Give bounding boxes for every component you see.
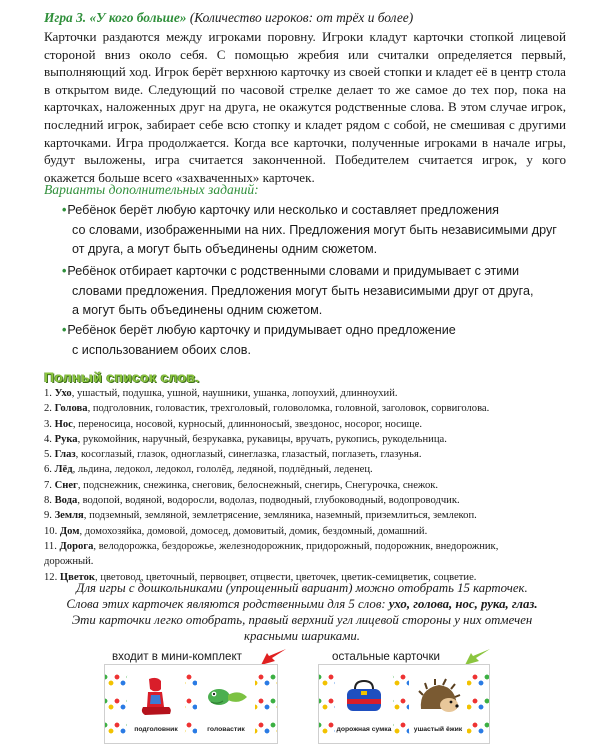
list-item: 6. Лёд, льдина, ледокол, ледокол, гололёд, ледяной, подлёдный, леденец. bbox=[44, 464, 373, 476]
rules-paragraph: Карточки раздаются между игроками поровну. Игроки кладут карточки стопкой лицевой стороной вниз около себя. С помощью жребия или считалки определяется первый, выполняющий ход. Игрок берёт верхнюю карточку из своей стопки и кладет её в центр стола в открытом виде. Следующий по часовой стрелке делает то же самое до тех пор, пока на карточках, наложенных друг на друга, не окажутся родственные слова. В этом случае игрок, последний игрок, забирает себе всю стопку и кладет рядом с собой, не смешивая с другими карточками. Игра продолжается. Когда все карточки, полученные игроками в начале игры, будут выложены, игра считается законченной. Победителем считается игрок, у кого окажется больше всего «захваченных» карточек. bbox=[44, 29, 566, 185]
card-caption: головастик bbox=[207, 725, 245, 733]
list-item: 4. Рука, рукомойник, наручный, безрукавка, рукавицы, вручать, рукопись, рукодельница. bbox=[44, 433, 447, 445]
list-item: 5. Глаз, косоглазый, глазок, одноглазый, синеглазка, глазастый, поглазеть, глазунья. bbox=[44, 449, 422, 461]
variant-item bbox=[62, 201, 564, 260]
variant-item bbox=[62, 262, 564, 321]
list-item: 9. Земля, подземный, земляной, землетрясение, земляника, наземный, приземлиться, землекоп. bbox=[44, 510, 477, 522]
variant-line: Ребёнок берёт любую карточку и придумывает одно предложение bbox=[67, 323, 456, 337]
list-item: 12. Цветок, цветовод, цветочный, первоцвет, отцвести, цветочек, цветик-семицветик, соцветие. bbox=[44, 571, 477, 583]
word-list-title: Полный список слов. bbox=[44, 370, 200, 386]
footer-key-words: ухо, голова, нос, рука, глаз. bbox=[388, 597, 538, 611]
variant-line: от друга, а могут быть объединены одним сюжетом. bbox=[72, 242, 378, 257]
list-item: 8. Вода, водопой, водяной, водоросли, водолаз, подводный, глубоководный, водопроводчик. bbox=[44, 495, 460, 507]
variant-line: с использованием обоих слов. bbox=[72, 342, 251, 357]
tadpole-icon bbox=[201, 675, 251, 721]
variant-line: Ребёнок отбирает карточки с родственными словами и придумывает с этими bbox=[67, 264, 520, 278]
game-header bbox=[44, 9, 564, 27]
list-item: 1. Ухо, ушастый, подушка, ушной, наушники, ушанка, лопоухий, длинноухий. bbox=[44, 388, 398, 399]
footer-note bbox=[38, 580, 566, 644]
variants-title: Варианты дополнительных заданий: bbox=[44, 182, 259, 197]
variant-line: словами предложения. Предложения могут быть независимыми друг от друга, bbox=[72, 283, 534, 298]
list-item: 11. Дорога, велодорожка, бездорожье, железнодорожник, придорожный, подорожник, внедорожник, bbox=[44, 540, 499, 552]
card-travel-bag bbox=[335, 673, 393, 735]
list-item: 3. Нос, переносица, носовой, курносый, длинноносый, звездонос, носорог, носище. bbox=[44, 418, 423, 430]
variant-item bbox=[62, 321, 564, 360]
mini-set-label: входит в мини-комплект bbox=[112, 650, 242, 663]
players-note: (Количество игроков: от трёх и более) bbox=[186, 10, 414, 25]
footer-line: Эти карточки легко отобрать, правый верхний угл лицевой стороны у них отмечен bbox=[71, 613, 533, 627]
variant-line: со словами, изображенными на них. Предложения могут быть независимыми друг bbox=[72, 222, 557, 237]
card-caption: дорожная сумка bbox=[336, 725, 392, 733]
bullet-icon: • bbox=[62, 323, 67, 337]
travel-bag-icon bbox=[339, 675, 389, 721]
other-set-cards bbox=[318, 664, 490, 744]
card-hedgehog bbox=[409, 673, 467, 735]
variant-line: Ребёнок берёт любую карточку или несколько и составляет предложения bbox=[67, 203, 499, 217]
variant-line: а могут быть объединены одним сюжетом. bbox=[72, 303, 323, 318]
list-item: 2. Голова, подголовник, головастик, трехголовый, головоломка, головной, заголовок, сорвиголова. bbox=[44, 403, 490, 415]
footer-line: красными шариками. bbox=[244, 629, 360, 643]
bullet-icon: • bbox=[62, 203, 67, 217]
mini-set-cards bbox=[104, 664, 278, 744]
list-item: дорожный. bbox=[44, 556, 94, 568]
hedgehog-icon bbox=[413, 675, 463, 721]
card-caption: подголовник bbox=[134, 725, 178, 733]
car-seat-icon bbox=[131, 675, 181, 721]
card-caption: ушастый ёжик bbox=[413, 725, 463, 733]
footer-line: Для игры с дошкольниками (упрощенный вариант) можно отобрать 15 карточек. bbox=[76, 581, 528, 595]
word-list bbox=[44, 386, 584, 585]
footer-line: Слова этих карточек являются родственными для 5 слов: ухо, голова, нос, рука, глаз. bbox=[66, 597, 538, 611]
bullet-icon: • bbox=[62, 264, 67, 278]
game-title: Игра 3. «У кого больше» bbox=[44, 10, 187, 25]
list-item: 7. Снег, подснежник, снежинка, снеговик, белоснежный, снегирь, Снегурочка, снежок. bbox=[44, 479, 439, 491]
card-headrest bbox=[127, 673, 185, 735]
list-item: 10. Дом, домохозяйка, домовой, домосед, домовитый, домик, бездомный, домашний. bbox=[44, 525, 428, 537]
card-tadpole bbox=[197, 673, 255, 735]
other-set-label: остальные карточки bbox=[332, 650, 441, 663]
